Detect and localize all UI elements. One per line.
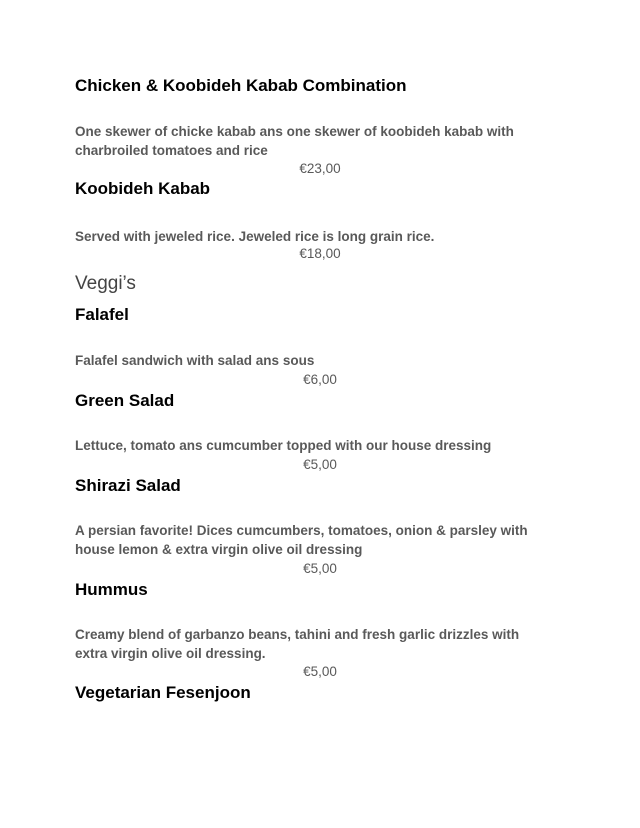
dish-description-koobideh-kabab: Served with jeweled rice. Jeweled rice is long grain rice. <box>75 229 435 244</box>
dish-price-falafel: €6,00 <box>303 372 337 387</box>
dish-price-hummus: €5,00 <box>303 664 337 679</box>
dish-description-falafel: Falafel sandwich with salad ans sous <box>75 353 315 368</box>
dish-description-hummus: Creamy blend of garbanzo beans, tahini and fresh garlic drizzles with extra virgin olive oil dressing. <box>75 627 520 661</box>
section-heading-veggis: Veggi’s <box>75 273 136 294</box>
dish-title-falafel: Falafel <box>75 305 129 324</box>
dish-description-chicken-koobideh-combination: One skewer of chicke kabab ans one skewer of koobideh kabab with charbroiled tomatoes and rice <box>75 124 514 158</box>
dish-price-shirazi-salad: €5,00 <box>303 561 337 576</box>
dish-description-shirazi-salad: A persian favorite! Dices cumcumbers, tomatoes, onion & parsley with house lemon & extra virgin olive oil dressing <box>75 523 528 557</box>
dish-price-koobideh-kabab: €18,00 <box>299 246 341 261</box>
dish-title-vegetarian-fesenjoon: Vegetarian Fesenjoon <box>75 683 251 702</box>
dish-title-chicken-koobideh-combination: Chicken & Koobideh Kabab Combination <box>75 76 407 95</box>
dish-title-koobideh-kabab: Koobideh Kabab <box>75 179 211 198</box>
dish-title-shirazi-salad: Shirazi Salad <box>75 476 181 495</box>
dish-price-chicken-koobideh-combination: €23,00 <box>299 161 341 176</box>
dish-price-green-salad: €5,00 <box>303 457 337 472</box>
dish-description-green-salad: Lettuce, tomato ans cumcumber topped with our house dressing <box>75 438 492 453</box>
dish-title-hummus: Hummus <box>75 580 148 599</box>
dish-title-green-salad: Green Salad <box>75 391 175 410</box>
